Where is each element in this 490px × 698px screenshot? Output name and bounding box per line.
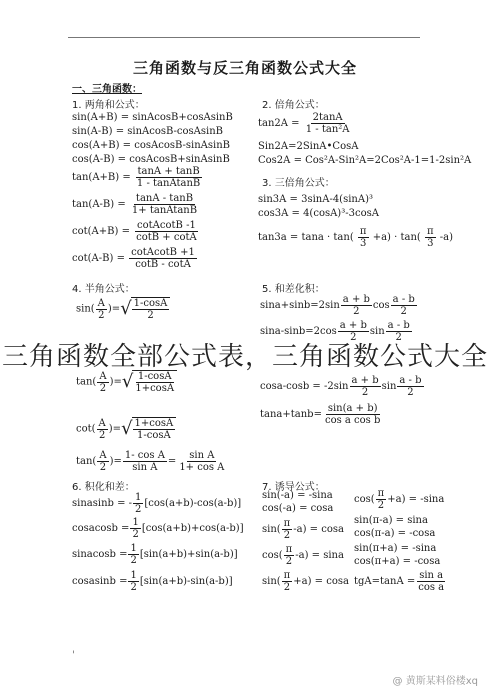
formula-part: sin [369,326,385,337]
numerator: π [359,226,367,237]
numerator: 1 [135,492,142,503]
denominator: cos a [418,582,445,593]
numerator: a + b [339,320,367,331]
fraction [341,294,372,317]
formula-rhs: [cos(a+b)-cos(a-b)] [144,498,242,509]
formula-part: +a) = -sina [387,494,445,505]
formula-sin3a: sin3A = 3sinA-4(sinA)³ [258,194,373,205]
footer-mark: ' [72,650,75,661]
denominator: 2 [147,310,154,321]
formula-rhs: [sin(a+b)-sin(a-b)] [139,576,233,587]
formula-cosacosb [72,517,244,540]
fraction [130,517,140,540]
formula-lhs: sinasinb = - [72,498,133,509]
formula-sin-pi-minus-a: sin(π-a) = sina [354,515,428,526]
formula-sin-pi2-minus-a [262,518,344,541]
formula-lhs: tana+tanb= [260,409,322,420]
top-rule [68,37,420,38]
formula-sin-pi2-plus-a [262,570,349,593]
numerator: cotAcotB +1 [131,247,195,258]
numerator: tanA + tanB [137,166,200,177]
formula-cos-sum: cos(A+B) = cosAcosB-sinAsinB [72,140,230,151]
numerator: 1-cosA [133,298,168,309]
formula-tan-diff [72,193,200,216]
denominator: 1+ cos A [179,462,225,473]
fraction-a-2 [97,371,108,394]
denominator: 2 [98,429,106,441]
denominator: cos a cos b [324,415,381,426]
numerator: A [98,417,106,429]
numerator: 1 [132,517,139,528]
formula-lhs: tan2A = [258,118,300,129]
denominator: cotB + cotA [136,232,197,243]
denominator: 2 [132,529,139,540]
formula-lhs: cot( [76,423,96,435]
fraction [133,418,176,441]
numerator: a - b [387,320,410,331]
formula-tan3a [258,226,453,249]
fraction [397,375,423,398]
fraction [177,450,226,473]
formula-cos-pi-plus-a: cos(π+a) = -cosa [354,556,441,567]
section-half-angle: 4. 半角公式： [72,284,135,295]
formula-part: sin( [262,576,281,587]
formula-lhs: tan( [76,376,97,388]
formula-eq: )= [109,456,122,467]
fraction [135,166,202,189]
denominator: cotB - cotA [135,259,191,270]
formula-sina-plus-sinb [260,294,418,317]
numerator: a + b [342,294,370,305]
formula-tga [354,570,447,593]
numerator: π [283,518,291,529]
formula-lhs: cot(A+B) = [72,226,130,237]
formula-cos-diff: cos(A-B) = cosAcosB+sinAsinB [72,154,230,165]
formula-part: -a) [439,232,453,243]
denominator: 2 [350,332,357,343]
numerator: A [97,297,105,309]
numerator: π [426,226,434,237]
denominator: 2 [130,582,137,593]
radicand [132,417,177,441]
formula-sin-pi-plus-a: sin(π+a) = -sina [354,543,437,554]
denominator: 2 [283,530,291,541]
formula-half-sin [76,297,170,321]
section-product-to-sum: 6. 积化和差： [72,482,135,493]
denominator: 1 - tanAtanB [136,178,201,189]
fraction-pi-2 [376,488,387,511]
formula-part: sin( [262,524,281,535]
formula-lhs: tan(A-B) = [72,199,126,210]
denominator: 2 [400,306,407,317]
formula-cos2a: Cos2A = Cos²A-Sin²A=2Cos²A-1=1-2sin²A [258,155,472,166]
fraction-pi-2 [282,570,293,593]
numerator: a + b [351,375,379,386]
formula-lhs: sina+sinb=2sin [260,300,340,311]
formula-tan2a [258,112,353,135]
formula-lhs: cosacosb = [72,523,130,534]
fraction-a-2 [97,450,108,473]
formula-lhs: tan( [76,456,97,467]
fraction [323,403,382,426]
formula-sinacosb [72,543,238,566]
sqrt [120,297,170,321]
fraction-a-2 [97,418,108,441]
denominator: 2 [361,387,369,398]
numerator: a - b [399,375,422,386]
numerator: A [99,450,107,461]
formula-part: +a) = cosa [293,576,349,587]
fraction [391,294,417,317]
formula-sin-diff: sin(A-B) = sinAcosB-cosAsinB [72,126,224,137]
formula-cos-neg-a: cos(-a) = cosa [262,503,334,514]
denominator: 2 [130,555,137,566]
formula-cos-pi-minus-a: cos(π-a) = -cosa [354,528,436,539]
formula-cos-pi2-minus-a [262,544,344,567]
denominator: 1 - tan²A [305,124,350,135]
formula-cot-sum [72,220,200,243]
denominator: 3 [360,238,367,249]
fraction-pi-2 [284,544,295,567]
formula-lhs: cot(A-B) = [72,253,125,264]
numerator: a - b [392,294,415,305]
formula-part: sin [381,381,397,392]
formula-lhs: cosa-cosb = -2sin [260,381,349,392]
fraction [130,193,199,216]
formula-cosasinb [72,570,233,593]
numerator: 1- cos A [124,450,165,461]
denominator: 2 [377,500,385,511]
numerator: A [99,370,107,382]
fraction-pi-3 [425,226,436,249]
numerator: 1 [130,543,137,554]
overlay-caption: 三角函数全部公式表，三角函数公式大全 [1,342,488,372]
denominator: sin A [132,462,158,473]
formula-part: -a) = sina [295,550,344,561]
numerator: π [283,570,291,581]
denominator: 2 [353,306,360,317]
formula-part: cos( [354,494,375,505]
formula-sin-sum: sin(A+B) = sinAcosB+cosAsinB [72,112,233,123]
formula-rhs: [cos(a+b)+cos(a-b)] [141,523,244,534]
formula-cos3a: cos3A = 4(cosA)³-3cosA [258,208,379,219]
numerator: 2tanA [312,112,343,123]
fraction-a-2 [96,298,107,321]
fraction [134,220,199,243]
fraction [304,112,352,135]
fraction [350,375,381,398]
fraction [133,492,143,515]
radicand [131,297,171,321]
sqrt [121,417,176,441]
formula-lhs: sinacosb = [72,549,128,560]
formula-part: -a) = cosa [293,524,344,535]
radical-icon: √ [121,418,133,439]
denominator: 2 [395,332,402,343]
formula-part: cos( [262,550,283,561]
formula-lhs: tan(A+B) = [72,172,131,183]
denominator: 2 [99,462,107,473]
formula-eq: )= [107,303,121,315]
page-title: 三角函数与反三角函数公式大全 [132,59,357,77]
formula-cosa-minus-cosb [260,375,425,398]
radicand [132,370,177,394]
formula-cot-diff [72,247,198,270]
radical-icon: √ [120,298,132,319]
denominator: 2 [135,504,142,515]
fraction [416,570,446,593]
formula-sinasinb [72,492,241,515]
numerator: 1+cosA [134,418,174,429]
formula-part: tan3a = tana · tan( [258,232,354,243]
formula-sin2a: Sin2A=2SinA•CosA [258,141,359,152]
numerator: sin a [419,570,444,581]
denominator: 1+cosA [135,383,175,394]
section-sum-to-product: 5. 和差化积： [262,284,325,295]
numerator: tanA - tanB [135,193,194,204]
numerator: π [377,488,385,499]
formula-part: cos [372,300,390,311]
fraction-pi-2 [282,518,293,541]
radical-icon: √ [121,371,134,392]
formula-tan-sum [72,166,203,189]
denominator: 1+ tanAtanB [131,205,198,216]
formula-lhs: sina-sinb=2cos [260,326,337,337]
numerator: sin(a + b) [327,403,378,414]
watermark: @ 黄斯某料俗楼xq [392,676,478,687]
section-sum-formulas: 1. 两角和公式： [72,100,145,111]
denominator: 2 [99,382,107,394]
fraction [132,298,170,321]
fraction [128,543,138,566]
section-triple-angle: 3. 三倍角公式： [262,178,335,189]
fraction [123,450,167,473]
fraction [129,247,197,270]
formula-cos-pi2-plus-a [354,488,444,511]
formula-eq: = [167,456,177,467]
formula-half-cot [76,417,176,441]
fraction [128,570,138,593]
denominator: 2 [285,556,293,567]
formula-part: +a) · tan( [372,232,421,243]
formula-lhs: cosasinb = [72,576,128,587]
formula-lhs: sin( [76,303,95,315]
section-induction: 7. 诱导公式： [262,482,325,493]
formula-half-tan-alt [76,450,227,473]
denominator: 3 [427,238,434,249]
formula-sin-neg-a: sin(-a) = -sina [262,490,333,501]
denominator: 2 [407,387,414,398]
numerator: cotAcotB -1 [137,220,196,231]
numerator: 1 [130,570,137,581]
section-trig: 一、三角函数： [72,84,142,95]
numerator: 1-cosA [137,371,172,382]
numerator: sin A [189,450,215,461]
formula-lhs: tgA=tanA = [354,576,416,587]
denominator: 2 [283,582,291,593]
denominator: 2 [98,309,105,321]
sqrt [122,370,177,394]
formula-half-tan [76,370,177,394]
formula-rhs: [sin(a+b)+sin(a-b)] [139,549,238,560]
formula-tana-plus-tanb [260,403,383,426]
fraction-pi-3 [358,226,369,249]
denominator: 1-cosA [137,430,171,441]
formula-eq: )= [108,423,122,435]
numerator: π [285,544,293,555]
fraction [133,371,176,394]
section-double-angle: 2. 倍角公式： [262,100,325,111]
formula-eq: )= [109,376,122,388]
